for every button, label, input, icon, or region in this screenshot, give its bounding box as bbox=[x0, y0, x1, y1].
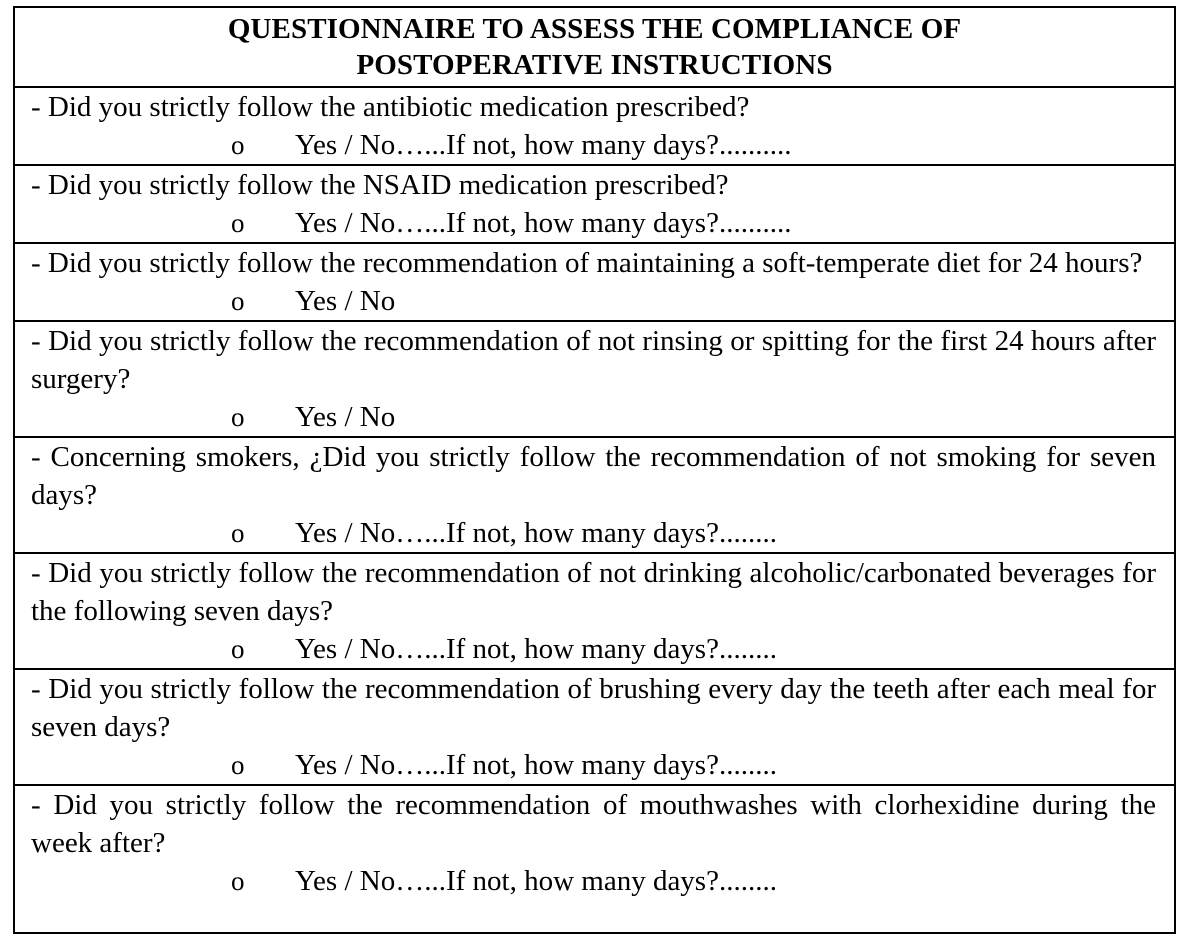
question-text: - Did you strictly follow the recommendation of mouthwashes with clorhexidine during the week after? bbox=[31, 789, 1156, 859]
answer-text: Yes / No…...If not, how many days?........ bbox=[295, 865, 777, 897]
question-text: - Did you strictly follow the NSAID medication prescribed? bbox=[31, 169, 729, 201]
bullet-icon: o bbox=[231, 286, 245, 316]
answer-text: Yes / No…...If not, how many days?.......... bbox=[295, 129, 792, 161]
answer-text: Yes / No bbox=[295, 285, 396, 317]
question-row-3 bbox=[15, 244, 1174, 322]
question-row-7 bbox=[15, 670, 1174, 786]
title-line-1: QUESTIONNAIRE TO ASSESS THE COMPLIANCE OF bbox=[227, 13, 962, 45]
bullet-icon: o bbox=[231, 208, 245, 238]
title-row bbox=[15, 8, 1174, 88]
question-row-5 bbox=[15, 438, 1174, 554]
bullet-icon: o bbox=[231, 402, 245, 432]
document-title bbox=[228, 11, 961, 83]
answer-option bbox=[231, 630, 1156, 668]
question-text: - Did you strictly follow the recommendation of not drinking alcoholic/carbonated beverages for the following seven days? bbox=[31, 557, 1156, 627]
answer-text: Yes / No…...If not, how many days?........ bbox=[295, 749, 777, 781]
question-row-8 bbox=[15, 786, 1174, 900]
answer-option bbox=[231, 862, 1156, 900]
question-row-4 bbox=[15, 322, 1174, 438]
answer-text: Yes / No…...If not, how many days?.......... bbox=[295, 207, 792, 239]
question-text: - Concerning smokers, ¿Did you strictly follow the recommendation of not smoking for seven days? bbox=[31, 441, 1156, 511]
answer-option bbox=[231, 126, 1156, 164]
question-text: - Did you strictly follow the recommendation of maintaining a soft-temperate diet for 24 hours? bbox=[31, 247, 1143, 279]
question-text: - Did you strictly follow the antibiotic medication prescribed? bbox=[31, 91, 750, 123]
answer-option bbox=[231, 282, 1156, 320]
question-text: - Did you strictly follow the recommendation of brushing every day the teeth after each meal for seven days? bbox=[31, 673, 1156, 743]
answer-option bbox=[231, 204, 1156, 242]
answer-text: Yes / No…...If not, how many days?........ bbox=[295, 633, 777, 665]
answer-option bbox=[231, 514, 1156, 552]
bullet-icon: o bbox=[231, 130, 245, 160]
bullet-icon: o bbox=[231, 866, 245, 896]
answer-option bbox=[231, 746, 1156, 784]
bullet-icon: o bbox=[231, 634, 245, 664]
bullet-icon: o bbox=[231, 750, 245, 780]
questionnaire-table bbox=[13, 6, 1176, 934]
question-row-1 bbox=[15, 88, 1174, 166]
question-row-2 bbox=[15, 166, 1174, 244]
question-text: - Did you strictly follow the recommendation of not rinsing or spitting for the first 24 hours after surgery? bbox=[31, 325, 1156, 395]
answer-option bbox=[231, 398, 1156, 436]
question-row-6 bbox=[15, 554, 1174, 670]
bullet-icon: o bbox=[231, 518, 245, 548]
title-line-2: POSTOPERATIVE INSTRUCTIONS bbox=[356, 49, 833, 81]
answer-text: Yes / No…...If not, how many days?........ bbox=[295, 517, 777, 549]
answer-text: Yes / No bbox=[295, 401, 396, 433]
